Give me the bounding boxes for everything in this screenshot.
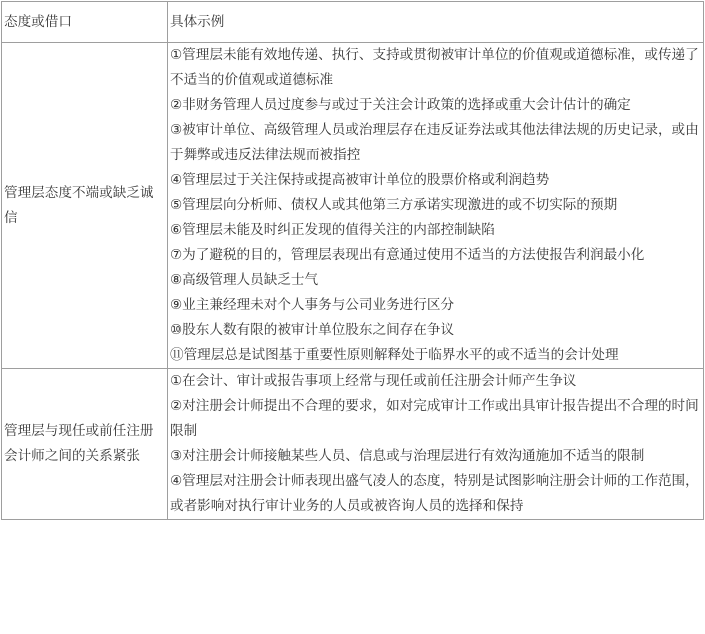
example-item: ①在会计、审计或报告事项上经常与现任或前任注册会计师产生争议 — [170, 373, 577, 389]
example-item: ④管理层过于关注保持或提高被审计单位的股票价格或利润趋势 — [170, 172, 550, 188]
example-item: ⑩股东人数有限的被审计单位股东之间存在争议 — [170, 322, 455, 338]
examples-cell — [168, 43, 704, 369]
example-item: ③被审计单位、高级管理人员或治理层存在违反证券法或其他法律法规的历史记录，或由于舞弊或违反法律法规而被指控 — [170, 122, 699, 163]
table-row-integrity — [2, 43, 704, 369]
example-item: ③对注册会计师接触某些人员、信息或与治理层进行有效沟通施加不适当的限制 — [170, 448, 645, 464]
example-item: ②非财务管理人员过度参与或过于关注会计政策的选择或重大会计估计的确定 — [170, 97, 631, 113]
example-item: ⑨业主兼经理未对个人事务与公司业务进行区分 — [170, 297, 455, 313]
header-examples: 具体示例 — [168, 2, 704, 43]
header-attitude: 态度或借口 — [2, 2, 168, 43]
example-item: ⑧高级管理人员缺乏士气 — [170, 272, 319, 288]
example-item: ⑪管理层总是试图基于重要性原则解释处于临界水平的或不适当的会计处理 — [170, 347, 619, 363]
category-cell: 管理层态度不端或缺乏诚信 — [2, 43, 168, 369]
example-item: ①管理层未能有效地传递、执行、支持或贯彻被审计单位的价值观或道德标准，或传递了不适当的价值观或道德标准 — [170, 47, 699, 88]
example-item: ④管理层对注册会计师表现出盛气凌人的态度，特别是试图影响注册会计师的工作范围，或者影响对执行审计业务的人员或被咨询人员的选择和保持 — [170, 473, 699, 514]
examples-cell — [168, 369, 704, 520]
table-header-row — [2, 2, 704, 43]
category-cell: 管理层与现任或前任注册会计师之间的关系紧张 — [2, 369, 168, 520]
table-row-auditor-relations — [2, 369, 704, 520]
example-item: ⑦为了避税的目的，管理层表现出有意通过使用不适当的方法使报告利润最小化 — [170, 247, 645, 263]
example-item: ⑥管理层未能及时纠正发现的值得关注的内部控制缺陷 — [170, 222, 495, 238]
example-item: ⑤管理层向分析师、债权人或其他第三方承诺实现激进的或不切实际的预期 — [170, 197, 618, 213]
example-item: ②对注册会计师提出不合理的要求，如对完成审计工作或出具审计报告提出不合理的时间限制 — [170, 398, 699, 439]
attitude-examples-table — [1, 1, 704, 520]
